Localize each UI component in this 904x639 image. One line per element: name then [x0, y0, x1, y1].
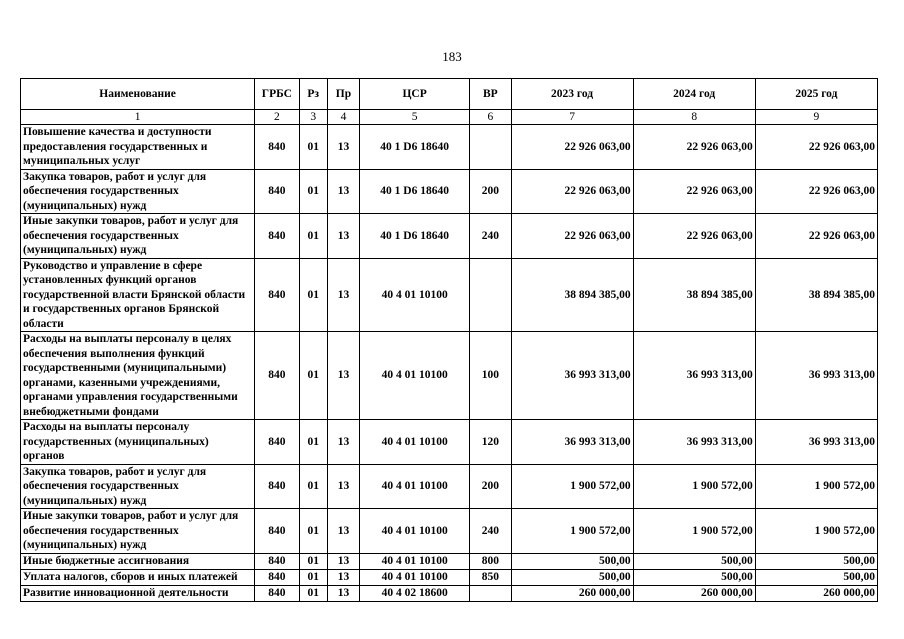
row-csr: 40 4 02 18600	[360, 585, 470, 601]
row-name: Повышение качества и доступности предоставления государственных и муниципальных услуг	[21, 125, 255, 170]
column-number: 4	[327, 110, 359, 125]
row-grbs: 840	[255, 332, 299, 420]
row-name: Закупка товаров, работ и услуг для обеспечения государственных (муниципальных) нужд	[21, 464, 255, 509]
row-pr: 13	[327, 585, 359, 601]
row-amount-2023: 36 993 313,00	[511, 332, 633, 420]
row-pr: 13	[327, 420, 359, 465]
row-vr: 850	[470, 569, 511, 585]
page-number: 183	[442, 49, 462, 64]
header-rz: Рз	[299, 79, 327, 110]
row-grbs: 840	[255, 585, 299, 601]
row-amount-2024: 22 926 063,00	[633, 169, 755, 214]
row-csr: 40 4 01 10100	[360, 464, 470, 509]
column-number: 9	[755, 110, 877, 125]
row-pr: 13	[327, 569, 359, 585]
row-amount-2024: 1 900 572,00	[633, 509, 755, 554]
row-vr: 200	[470, 169, 511, 214]
row-csr: 40 4 01 10100	[360, 332, 470, 420]
table-row	[21, 125, 878, 170]
row-name: Иные закупки товаров, работ и услуг для обеспечения государственных (муниципальных) нужд	[21, 214, 255, 259]
row-csr: 40 4 01 10100	[360, 509, 470, 554]
header-csr: ЦСР	[360, 79, 470, 110]
row-rz: 01	[299, 420, 327, 465]
row-amount-2023: 500,00	[511, 569, 633, 585]
row-vr	[470, 258, 511, 332]
row-vr: 120	[470, 420, 511, 465]
row-rz: 01	[299, 585, 327, 601]
column-number: 2	[255, 110, 299, 125]
row-pr: 13	[327, 553, 359, 569]
row-vr: 800	[470, 553, 511, 569]
row-amount-2025: 36 993 313,00	[755, 420, 877, 465]
column-number: 7	[511, 110, 633, 125]
row-amount-2024: 22 926 063,00	[633, 125, 755, 170]
row-csr: 40 1 D6 18640	[360, 214, 470, 259]
table-row	[21, 214, 878, 259]
row-rz: 01	[299, 509, 327, 554]
row-amount-2024: 500,00	[633, 569, 755, 585]
row-grbs: 840	[255, 214, 299, 259]
row-vr: 100	[470, 332, 511, 420]
row-pr: 13	[327, 464, 359, 509]
row-vr: 240	[470, 214, 511, 259]
row-rz: 01	[299, 553, 327, 569]
row-name: Расходы на выплаты персоналу государственных (муниципальных) органов	[21, 420, 255, 465]
row-amount-2025: 260 000,00	[755, 585, 877, 601]
row-amount-2023: 22 926 063,00	[511, 169, 633, 214]
row-amount-2025: 500,00	[755, 569, 877, 585]
row-pr: 13	[327, 509, 359, 554]
column-number: 5	[360, 110, 470, 125]
row-vr	[470, 125, 511, 170]
row-amount-2025: 1 900 572,00	[755, 464, 877, 509]
row-vr: 240	[470, 509, 511, 554]
row-vr: 200	[470, 464, 511, 509]
row-amount-2023: 38 894 385,00	[511, 258, 633, 332]
row-rz: 01	[299, 332, 327, 420]
row-amount-2025: 38 894 385,00	[755, 258, 877, 332]
column-number: 6	[470, 110, 511, 125]
row-name: Развитие инновационной деятельности	[21, 585, 255, 601]
row-amount-2024: 36 993 313,00	[633, 420, 755, 465]
row-amount-2023: 1 900 572,00	[511, 509, 633, 554]
row-grbs: 840	[255, 125, 299, 170]
row-vr	[470, 585, 511, 601]
row-amount-2023: 260 000,00	[511, 585, 633, 601]
row-name: Руководство и управление в сфере установленных функций органов государственной власти Брянской области и государственных органов Брянской области	[21, 258, 255, 332]
row-amount-2025: 1 900 572,00	[755, 509, 877, 554]
table-row	[21, 420, 878, 465]
row-rz: 01	[299, 258, 327, 332]
row-amount-2023: 36 993 313,00	[511, 420, 633, 465]
header-pr: Пр	[327, 79, 359, 110]
table-row	[21, 585, 878, 601]
header-2025: 2025 год	[755, 79, 877, 110]
row-amount-2023: 1 900 572,00	[511, 464, 633, 509]
column-numbers-row	[21, 110, 878, 125]
row-name: Расходы на выплаты персоналу в целях обеспечения выполнения функций государственными (муниципальными) органами, казенными учреждениями, органами управления государственными внебюджетными фондами	[21, 332, 255, 420]
row-rz: 01	[299, 464, 327, 509]
row-amount-2025: 22 926 063,00	[755, 169, 877, 214]
row-amount-2025: 22 926 063,00	[755, 125, 877, 170]
row-amount-2023: 500,00	[511, 553, 633, 569]
row-csr: 40 4 01 10100	[360, 569, 470, 585]
header-2024: 2024 год	[633, 79, 755, 110]
row-pr: 13	[327, 169, 359, 214]
row-csr: 40 4 01 10100	[360, 553, 470, 569]
row-grbs: 840	[255, 258, 299, 332]
row-csr: 40 1 D6 18640	[360, 125, 470, 170]
header-vr: ВР	[470, 79, 511, 110]
table-body	[21, 125, 878, 602]
row-amount-2024: 260 000,00	[633, 585, 755, 601]
row-grbs: 840	[255, 464, 299, 509]
table-row	[21, 553, 878, 569]
row-amount-2024: 500,00	[633, 553, 755, 569]
row-amount-2025: 36 993 313,00	[755, 332, 877, 420]
row-rz: 01	[299, 169, 327, 214]
column-number: 8	[633, 110, 755, 125]
row-grbs: 840	[255, 420, 299, 465]
column-number: 3	[299, 110, 327, 125]
table-row	[21, 464, 878, 509]
table-row	[21, 332, 878, 420]
row-name: Иные бюджетные ассигнования	[21, 553, 255, 569]
header-2023: 2023 год	[511, 79, 633, 110]
row-grbs: 840	[255, 169, 299, 214]
row-csr: 40 4 01 10100	[360, 258, 470, 332]
table-row	[21, 258, 878, 332]
row-amount-2023: 22 926 063,00	[511, 214, 633, 259]
row-rz: 01	[299, 569, 327, 585]
row-amount-2024: 1 900 572,00	[633, 464, 755, 509]
row-name: Уплата налогов, сборов и иных платежей	[21, 569, 255, 585]
column-number: 1	[21, 110, 255, 125]
table-row	[21, 169, 878, 214]
row-amount-2024: 36 993 313,00	[633, 332, 755, 420]
row-amount-2025: 500,00	[755, 553, 877, 569]
row-name: Иные закупки товаров, работ и услуг для обеспечения государственных (муниципальных) нужд	[21, 509, 255, 554]
budget-table	[20, 78, 878, 602]
row-csr: 40 1 D6 18640	[360, 169, 470, 214]
header-row	[21, 79, 878, 110]
row-pr: 13	[327, 214, 359, 259]
row-name: Закупка товаров, работ и услуг для обеспечения государственных (муниципальных) нужд	[21, 169, 255, 214]
row-amount-2024: 22 926 063,00	[633, 214, 755, 259]
table-row	[21, 509, 878, 554]
row-pr: 13	[327, 125, 359, 170]
table-row	[21, 569, 878, 585]
row-csr: 40 4 01 10100	[360, 420, 470, 465]
row-grbs: 840	[255, 569, 299, 585]
header-grbs: ГРБС	[255, 79, 299, 110]
row-rz: 01	[299, 125, 327, 170]
row-grbs: 840	[255, 553, 299, 569]
row-amount-2023: 22 926 063,00	[511, 125, 633, 170]
row-amount-2024: 38 894 385,00	[633, 258, 755, 332]
row-pr: 13	[327, 332, 359, 420]
row-amount-2025: 22 926 063,00	[755, 214, 877, 259]
row-grbs: 840	[255, 509, 299, 554]
row-rz: 01	[299, 214, 327, 259]
row-pr: 13	[327, 258, 359, 332]
header-name: Наименование	[21, 79, 255, 110]
